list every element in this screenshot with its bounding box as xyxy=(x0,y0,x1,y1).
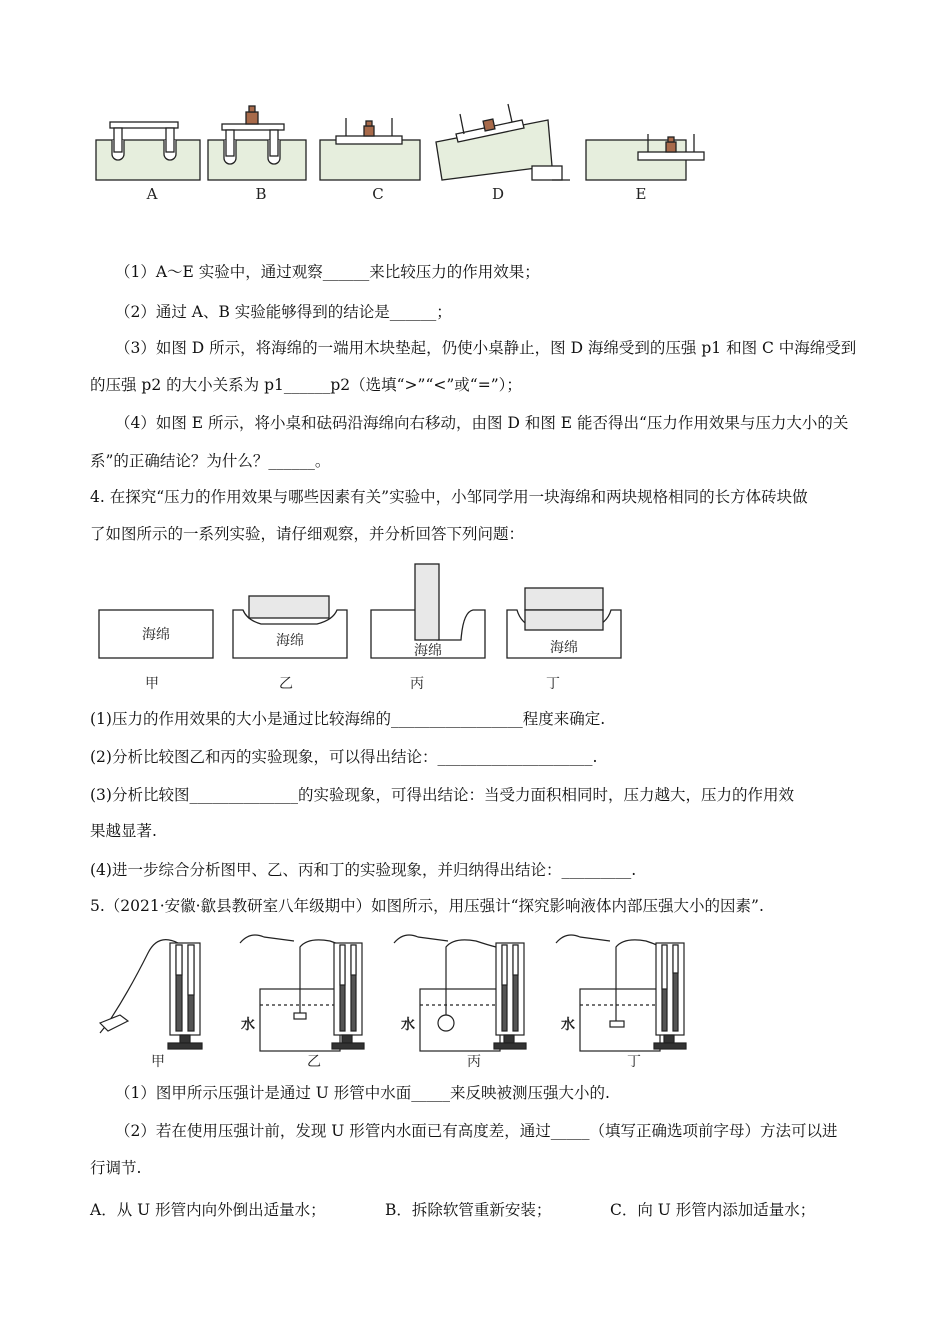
q4-stem-1: 4. 在探究“压力的作用效果与哪些因素有关”实验中，小邹同学用一块海绵和两块规格相同的长方体砖块做 xyxy=(90,488,808,506)
sponge-label-yi: 海绵 xyxy=(276,633,304,649)
label-c: C xyxy=(372,185,384,203)
q3-item-3: （3）如图 D 所示，将海绵的一端用木块垫起，仍使小桌静止，图 D 海绵受到的压强 p1 和图 C 中海绵受到 xyxy=(115,339,857,357)
gauge-ding xyxy=(556,935,686,1051)
label-ding-5: 丁 xyxy=(627,1054,641,1070)
label-d: D xyxy=(491,185,505,203)
q4-stem-2: 了如图所示的一系列实验，请仔细观察，并分析回答下列问题： xyxy=(90,525,525,543)
label-jia-5: 甲 xyxy=(151,1054,165,1070)
q5-item-2-cont: 行调节. xyxy=(90,1159,142,1177)
label-b: B xyxy=(255,185,267,203)
q3-item-4: （4）如图 E 所示，将小桌和砝码沿海绵向右移动，由图 D 和图 E 能否得出“压力作用效果与压力大小的关 xyxy=(115,414,849,432)
q4-item-3-cont: 果越显著. xyxy=(90,822,157,840)
panel-b xyxy=(208,106,306,180)
water-label-yi: 水 xyxy=(241,1017,255,1033)
q3-item-4-cont: 系”的正确结论？为什么？______。 xyxy=(90,452,331,470)
q5-stem: 5.（2021·安徽·歙县教研室八年级期中）如图所示，用压强计“探究影响液体内部压强大小的因素”. xyxy=(90,897,764,915)
q5-item-1: （1）图甲所示压强计是通过 U 形管中水面_____来反映被测压强大小的. xyxy=(115,1084,610,1102)
label-a: A xyxy=(146,185,158,203)
q4-item-4: (4)进一步综合分析图甲、乙、丙和丁的实验现象，并归纳得出结论：_________. xyxy=(90,861,637,879)
panel-e xyxy=(586,134,704,180)
sponge-label-bing: 海绵 xyxy=(414,643,442,659)
sponge-label-jia: 海绵 xyxy=(142,627,170,643)
label-bing-5: 丙 xyxy=(467,1054,481,1070)
sponge-label-ding: 海绵 xyxy=(550,640,578,656)
figure-pressure-gauge xyxy=(90,925,700,1070)
figure-table-sponge xyxy=(90,100,730,210)
q5-option-b: B．拆除软管重新安装； xyxy=(385,1201,552,1219)
water-label-bing: 水 xyxy=(401,1017,415,1033)
label-yi-5: 乙 xyxy=(307,1054,321,1070)
panel-d xyxy=(436,104,570,180)
q3-item-3-cont: 的压强 p2 的大小关系为 p1______p2（选填“>”“<”或“=”）； xyxy=(90,376,522,394)
q3-item-1: （1）A～E 实验中，通过观察______来比较压力的作用效果； xyxy=(115,263,540,281)
q5-option-a: A．从 U 形管内向外倒出适量水； xyxy=(90,1201,326,1219)
label-jia: 甲 xyxy=(145,676,159,692)
q3-item-2: （2）通过 A、B 实验能够得到的结论是______； xyxy=(115,303,452,321)
label-ding: 丁 xyxy=(546,676,560,692)
q4-item-1: (1)压力的作用效果的大小是通过比较海绵的_________________程度来确定. xyxy=(90,710,606,728)
water-label-ding: 水 xyxy=(561,1017,575,1033)
q5-item-2: （2）若在使用压强计前，发现 U 形管内水面已有高度差，通过_____（填写正确选项前字母）方法可以进 xyxy=(115,1122,838,1140)
gauge-jia xyxy=(100,940,202,1049)
panel-a xyxy=(96,122,200,180)
label-e: E xyxy=(635,185,647,203)
q5-option-c: C．向 U 形管内添加适量水； xyxy=(610,1201,816,1219)
gauge-bing xyxy=(394,935,526,1051)
q4-item-3: (3)分析比较图______________的实验现象，可得出结论：当受力面积相同时，压力越大，压力的作用效 xyxy=(90,786,794,804)
gauge-yi xyxy=(240,935,364,1051)
q4-item-2: (2)分析比较图乙和丙的实验现象，可以得出结论：____________________. xyxy=(90,748,598,766)
figure-brick-sponge xyxy=(95,560,635,695)
panel-c xyxy=(320,118,420,180)
label-yi: 乙 xyxy=(279,676,293,692)
label-bing: 丙 xyxy=(410,676,424,692)
